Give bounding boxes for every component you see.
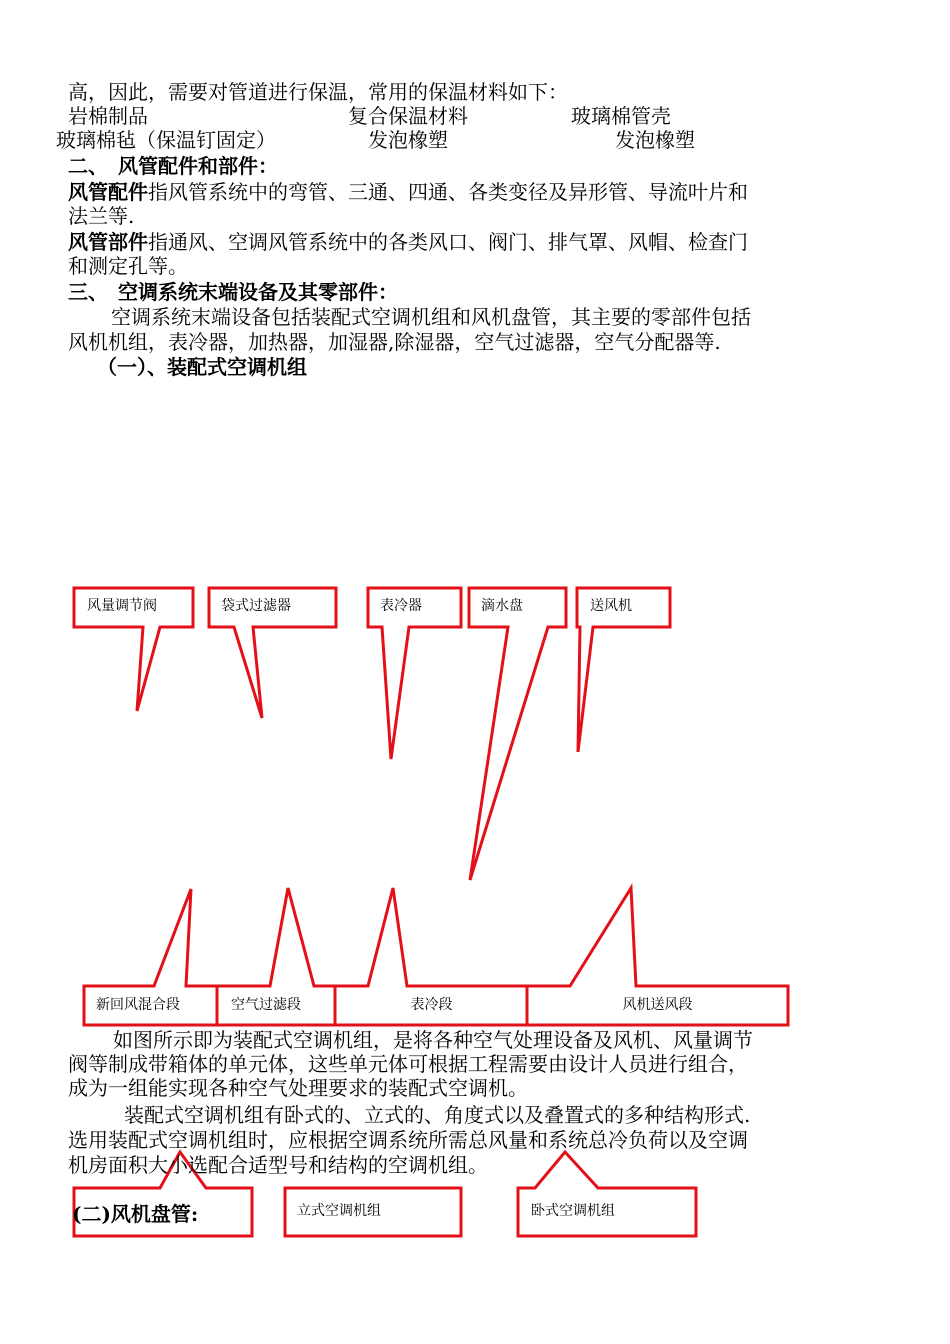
material-item: 玻璃棉毡（保温钉固定） bbox=[56, 128, 276, 152]
callout-woshi bbox=[518, 1152, 696, 1236]
subsection-heading: (二)风机盘管: bbox=[72, 1202, 199, 1226]
callout-label: 卧式空调机组 bbox=[531, 1203, 615, 1219]
callout-label: 新回风混合段 bbox=[96, 997, 180, 1013]
paragraph-line: 选用装配式空调机组时，应根据空调系统所需总风量和系统总冷负荷以及空调 bbox=[68, 1128, 748, 1152]
term-label: 风管配件 bbox=[68, 180, 148, 204]
paragraph-line: 法兰等. bbox=[68, 204, 135, 228]
material-item: 复合保温材料 bbox=[348, 104, 468, 128]
callout-label: 立式空调机组 bbox=[297, 1203, 381, 1219]
callout-dishuipan bbox=[469, 588, 566, 880]
callout-label: 袋式过滤器 bbox=[221, 598, 291, 614]
definition-text: 指通风、空调风管系统中的各类风口、阀门、排气罩、风帽、检查门 bbox=[148, 230, 748, 254]
callout-label: 表冷段 bbox=[410, 997, 453, 1013]
callout-label: 表冷器 bbox=[380, 598, 422, 614]
paragraph-line: 装配式空调机组有卧式的、立式的、角度式以及叠置式的多种结构形式. bbox=[124, 1103, 751, 1127]
section-heading: 二、 风管配件和部件： bbox=[68, 154, 278, 178]
callout-label: 风量调节阀 bbox=[87, 598, 157, 614]
paragraph-line: 如图所示即为装配式空调机组，是将各种空气处理设备及风机、风量调节 bbox=[113, 1028, 753, 1052]
paragraph-line: 空调系统末端设备包括装配式空调机组和风机盘管，其主要的零部件包括 bbox=[111, 305, 751, 329]
paragraph-line: 成为一组能实现各种空气处理要求的装配式空调机。 bbox=[68, 1076, 528, 1100]
paragraph-line: 和测定孔等。 bbox=[68, 254, 188, 278]
text-line: 高，因此，需要对管道进行保温，常用的保温材料如下： bbox=[68, 80, 568, 104]
term-label: 风管部件 bbox=[68, 230, 148, 254]
callout-label: 风机送风段 bbox=[622, 997, 693, 1013]
definition-text: 指风管系统中的弯管、三通、四通、各类变径及异形管、导流叶片和 bbox=[148, 180, 748, 204]
paragraph-line: 风机机组，表冷器，加热器，加湿器,除湿器，空气过滤器，空气分配器等. bbox=[68, 330, 721, 354]
paragraph-line: 阀等制成带箱体的单元体，这些单元体可根据工程需要由设计人员进行组合， bbox=[68, 1052, 748, 1076]
callout-label: 空气过滤段 bbox=[231, 997, 301, 1013]
subsection-heading: （一）、装配式空调机组 bbox=[97, 355, 307, 379]
material-item: 发泡橡塑 bbox=[368, 128, 448, 152]
material-item: 发泡橡塑 bbox=[615, 128, 695, 152]
material-item: 玻璃棉管壳 bbox=[571, 104, 671, 128]
callout-label: 送风机 bbox=[590, 598, 632, 614]
material-item: 岩棉制品 bbox=[68, 104, 148, 128]
section-heading: 三、 空调系统末端设备及其零部件： bbox=[68, 280, 398, 304]
paragraph-line: 机房面积大小选配合适型号和结构的空调机组。 bbox=[68, 1153, 488, 1177]
callout-label: 滴水盘 bbox=[481, 598, 523, 614]
